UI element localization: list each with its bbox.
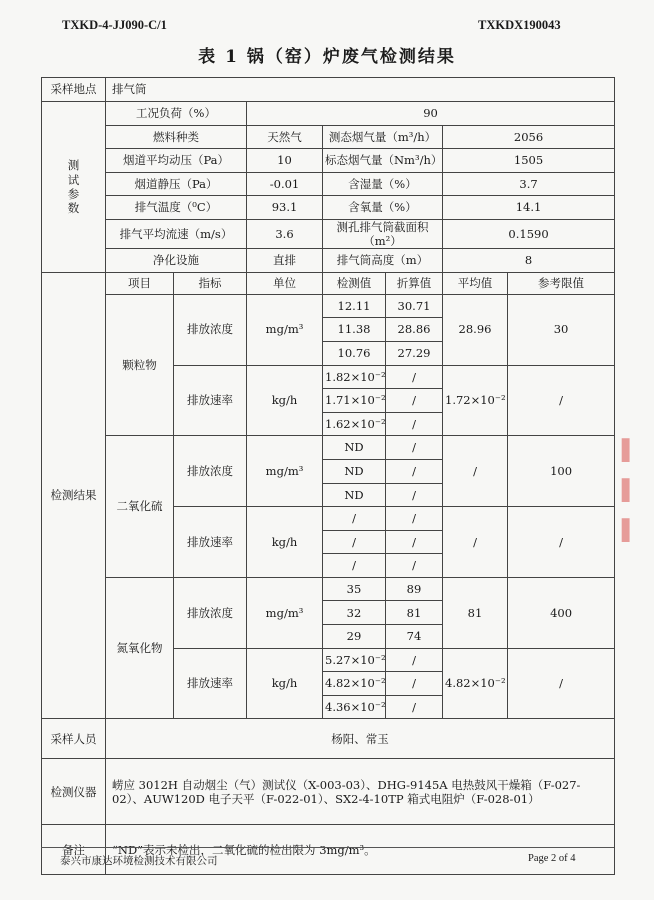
measured-value: 4.82×10⁻² (323, 672, 386, 696)
param-value: 93.1 (247, 196, 323, 220)
results-label: 检测结果 (42, 272, 106, 719)
measured-value: 4.36×10⁻² (323, 695, 386, 719)
col-header-limit: 参考限值 (508, 272, 615, 294)
pollutant-name: 氮氧化物 (106, 577, 174, 719)
sampling-site-label: 采样地点 (42, 78, 106, 102)
measured-value: 29 (323, 625, 386, 649)
col-header-unit: 单位 (247, 272, 323, 294)
param-key: 含氧量（%） (323, 196, 443, 220)
indicator: 排放速率 (174, 507, 247, 578)
indicator: 排放浓度 (174, 577, 247, 648)
converted-value: / (386, 530, 443, 554)
red-seal-fragment: ▌ ▌ ▌ (622, 438, 638, 542)
param-value: -0.01 (247, 172, 323, 196)
limit-value: 100 (508, 436, 615, 507)
measured-value: 11.38 (323, 318, 386, 342)
average-value: / (443, 507, 508, 578)
unit: mg/m³ (247, 577, 323, 648)
param-key: 含湿量（%） (323, 172, 443, 196)
param-key: 测孔排气筒截面积（m²） (323, 219, 443, 249)
param-value: 天然气 (247, 125, 323, 149)
converted-value: / (386, 436, 443, 460)
converted-value: / (386, 412, 443, 436)
converted-value: 81 (386, 601, 443, 625)
average-value: 1.72×10⁻² (443, 365, 508, 436)
col-header-indicator: 指标 (174, 272, 247, 294)
param-key: 烟道平均动压（Pa） (106, 149, 247, 173)
report-code: TXKD-4-JJ090-C/1 (62, 18, 167, 32)
param-value: 0.1590 (443, 219, 615, 249)
measured-value: ND (323, 459, 386, 483)
converted-value: / (386, 648, 443, 672)
measured-value: 1.71×10⁻² (323, 389, 386, 413)
param-key: 排气平均流速（m/s） (106, 219, 247, 249)
measured-value: 35 (323, 577, 386, 601)
measured-value: ND (323, 483, 386, 507)
param-key: 测态烟气量（m³/h） (323, 125, 443, 149)
param-value: 2056 (443, 125, 615, 149)
param-value: 10 (247, 149, 323, 173)
converted-value: 74 (386, 625, 443, 649)
converted-value: 89 (386, 577, 443, 601)
param-value: 3.7 (443, 172, 615, 196)
indicator: 排放速率 (174, 648, 247, 719)
sampling-site-value: 排气筒 (106, 78, 615, 102)
converted-value: / (386, 459, 443, 483)
param-value: 90 (247, 102, 615, 126)
unit: kg/h (247, 365, 323, 436)
param-value: 14.1 (443, 196, 615, 220)
param-key: 标态烟气量（Nm³/h） (323, 149, 443, 173)
personnel-value: 杨阳、常玉 (106, 719, 615, 759)
param-value: 直排 (247, 249, 323, 273)
limit-value: 30 (508, 294, 615, 365)
measured-value: 1.82×10⁻² (323, 365, 386, 389)
limit-value: / (508, 365, 615, 436)
param-value: 1505 (443, 149, 615, 173)
measured-value: / (323, 554, 386, 578)
measured-value: 10.76 (323, 341, 386, 365)
unit: kg/h (247, 507, 323, 578)
unit: kg/h (247, 648, 323, 719)
param-value: 8 (443, 249, 615, 273)
measured-value: / (323, 507, 386, 531)
average-value: 28.96 (443, 294, 508, 365)
converted-value: / (386, 365, 443, 389)
indicator: 排放浓度 (174, 294, 247, 365)
average-value: / (443, 436, 508, 507)
footer-divider (41, 847, 614, 848)
measured-value: ND (323, 436, 386, 460)
measured-value: 5.27×10⁻² (323, 648, 386, 672)
remarks-value: “ND”表示未检出，二氧化硫的检出限为 3mg/m³。 (106, 825, 615, 875)
measured-value: 32 (323, 601, 386, 625)
col-header-measured: 检测值 (323, 272, 386, 294)
param-key: 排气温度（⁰C） (106, 196, 247, 220)
page-title: 表 1 锅（窑）炉废气检测结果 (198, 47, 456, 67)
report-number: TXKDX190043 (478, 18, 561, 32)
converted-value: 30.71 (386, 294, 443, 318)
pollutant-name: 颗粒物 (106, 294, 174, 436)
measured-value: 1.62×10⁻² (323, 412, 386, 436)
converted-value: / (386, 554, 443, 578)
personnel-label: 采样人员 (42, 719, 106, 759)
measured-value: / (323, 530, 386, 554)
converted-value: / (386, 695, 443, 719)
limit-value: / (508, 507, 615, 578)
results-table (41, 77, 615, 875)
measured-value: 12.11 (323, 294, 386, 318)
param-key: 烟道静压（Pa） (106, 172, 247, 196)
param-key: 净化设施 (106, 249, 247, 273)
params-label: 测 试 参 数 (42, 102, 106, 273)
converted-value: 27.29 (386, 341, 443, 365)
indicator: 排放速率 (174, 365, 247, 436)
converted-value: / (386, 389, 443, 413)
converted-value: / (386, 483, 443, 507)
footer-company: 泰兴市康达环境检测技术有限公司 (60, 855, 218, 867)
param-key: 排气筒高度（m） (323, 249, 443, 273)
col-header-converted: 折算值 (386, 272, 443, 294)
converted-value: 28.86 (386, 318, 443, 342)
remarks-label: 备注 (42, 825, 106, 875)
footer-page: Page 2 of 4 (528, 853, 576, 864)
average-value: 81 (443, 577, 508, 648)
limit-value: 400 (508, 577, 615, 648)
instruments-label: 检测仪器 (42, 759, 106, 825)
unit: mg/m³ (247, 294, 323, 365)
col-header-average: 平均值 (443, 272, 508, 294)
param-value: 3.6 (247, 219, 323, 249)
limit-value: / (508, 648, 615, 719)
instruments-value: 崂应 3012H 自动烟尘（气）测试仪（X-003-03）、DHG-9145A 电热鼓风干燥箱（F-027-02）、AUW120D 电子天平（F-022-01）、SX2-4-10TP 箱式电阻炉（F-028-01） (106, 759, 615, 825)
converted-value: / (386, 672, 443, 696)
converted-value: / (386, 507, 443, 531)
param-key: 工况负荷（%） (106, 102, 247, 126)
indicator: 排放浓度 (174, 436, 247, 507)
average-value: 4.82×10⁻² (443, 648, 508, 719)
unit: mg/m³ (247, 436, 323, 507)
pollutant-name: 二氧化硫 (106, 436, 174, 578)
col-header-item: 项目 (106, 272, 174, 294)
param-key: 燃料种类 (106, 125, 247, 149)
